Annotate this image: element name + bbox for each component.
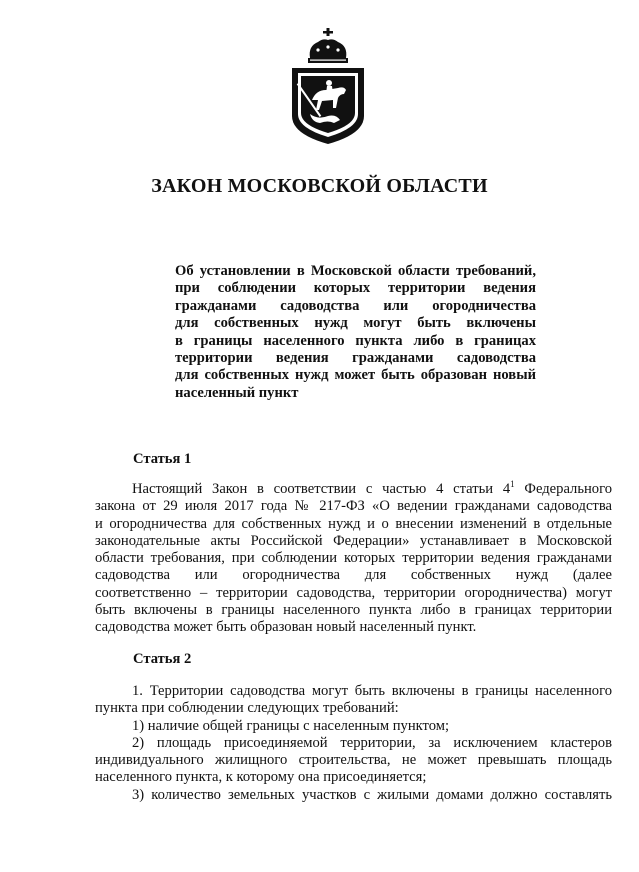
article-1-line: соответственно – территории садоводства, территории огородничества) могут xyxy=(95,584,612,601)
article-1-line: законодательные акты Российской Федерации» устанавливает в Московской xyxy=(95,532,612,549)
subject-line: гражданами садоводства или огородничества xyxy=(175,297,536,314)
subject-line: при соблюдении которых территории ведения xyxy=(175,280,536,297)
article-2-line: населенного пункта, к которому она присоединяется; xyxy=(95,769,427,786)
subject-line: населенный пункт xyxy=(175,384,299,401)
subject-line: для собственных нужд могут быть включены xyxy=(175,315,536,332)
article-2-line: 1. Территории садоводства могут быть включены в границы населенного xyxy=(132,683,612,699)
subject-line: Об установлении в Московской области требований, xyxy=(175,263,536,279)
article-2-line: 1) наличие общей границы с населенным пунктом; xyxy=(132,717,450,734)
article-1-heading: Статья 1 xyxy=(133,451,192,467)
subject-line: для собственных нужд может быть образован новый xyxy=(175,367,536,384)
subject-line: территории ведения гражданами садоводства xyxy=(175,350,536,367)
article-2-line: 3) количество земельных участков с жилыми домами должно составлять xyxy=(132,786,612,803)
article-1-line: Настоящий Закон в соответствии с частью 4 статьи $4^1$ Федерального xyxy=(132,479,613,497)
law-subject xyxy=(175,263,536,402)
article-1-line: и огородничества для собственных нужд и о внесении изменений в отдельные xyxy=(95,515,612,532)
law-title: ЗАКОН МОСКОВСКОЙ ОБЛАСТИ xyxy=(151,175,488,197)
coat-of-arms-emblem xyxy=(288,28,368,146)
subject-line: в границы населенного пункта либо в границах xyxy=(175,332,536,349)
article-2-line: индивидуального жилищного строительства, не может превышать площадь xyxy=(95,752,612,769)
article-2-line: пункта при соблюдении следующих требований: xyxy=(95,700,399,717)
article-1-line: садоводства или огородничества для собственных нужд (далее xyxy=(95,567,612,584)
article-1-line: садоводства может быть образован новый населенный пункт. xyxy=(95,619,477,636)
article-1-line: закона от 29 июля 2017 года № 217-ФЗ «О ведении гражданами садоводства xyxy=(95,498,612,515)
article-1-text xyxy=(95,481,612,637)
article-2-heading: Статья 2 xyxy=(133,651,192,667)
article-2-line: 2) площадь присоединяемой территории, за исключением кластеров xyxy=(132,734,612,751)
article-1-line: быть включены в границы населенного пункта либо в границах территории xyxy=(95,602,612,619)
article-1-line: области требования, при соблюдении которых территории ведения гражданами xyxy=(95,550,612,567)
article-2-text xyxy=(95,683,612,804)
